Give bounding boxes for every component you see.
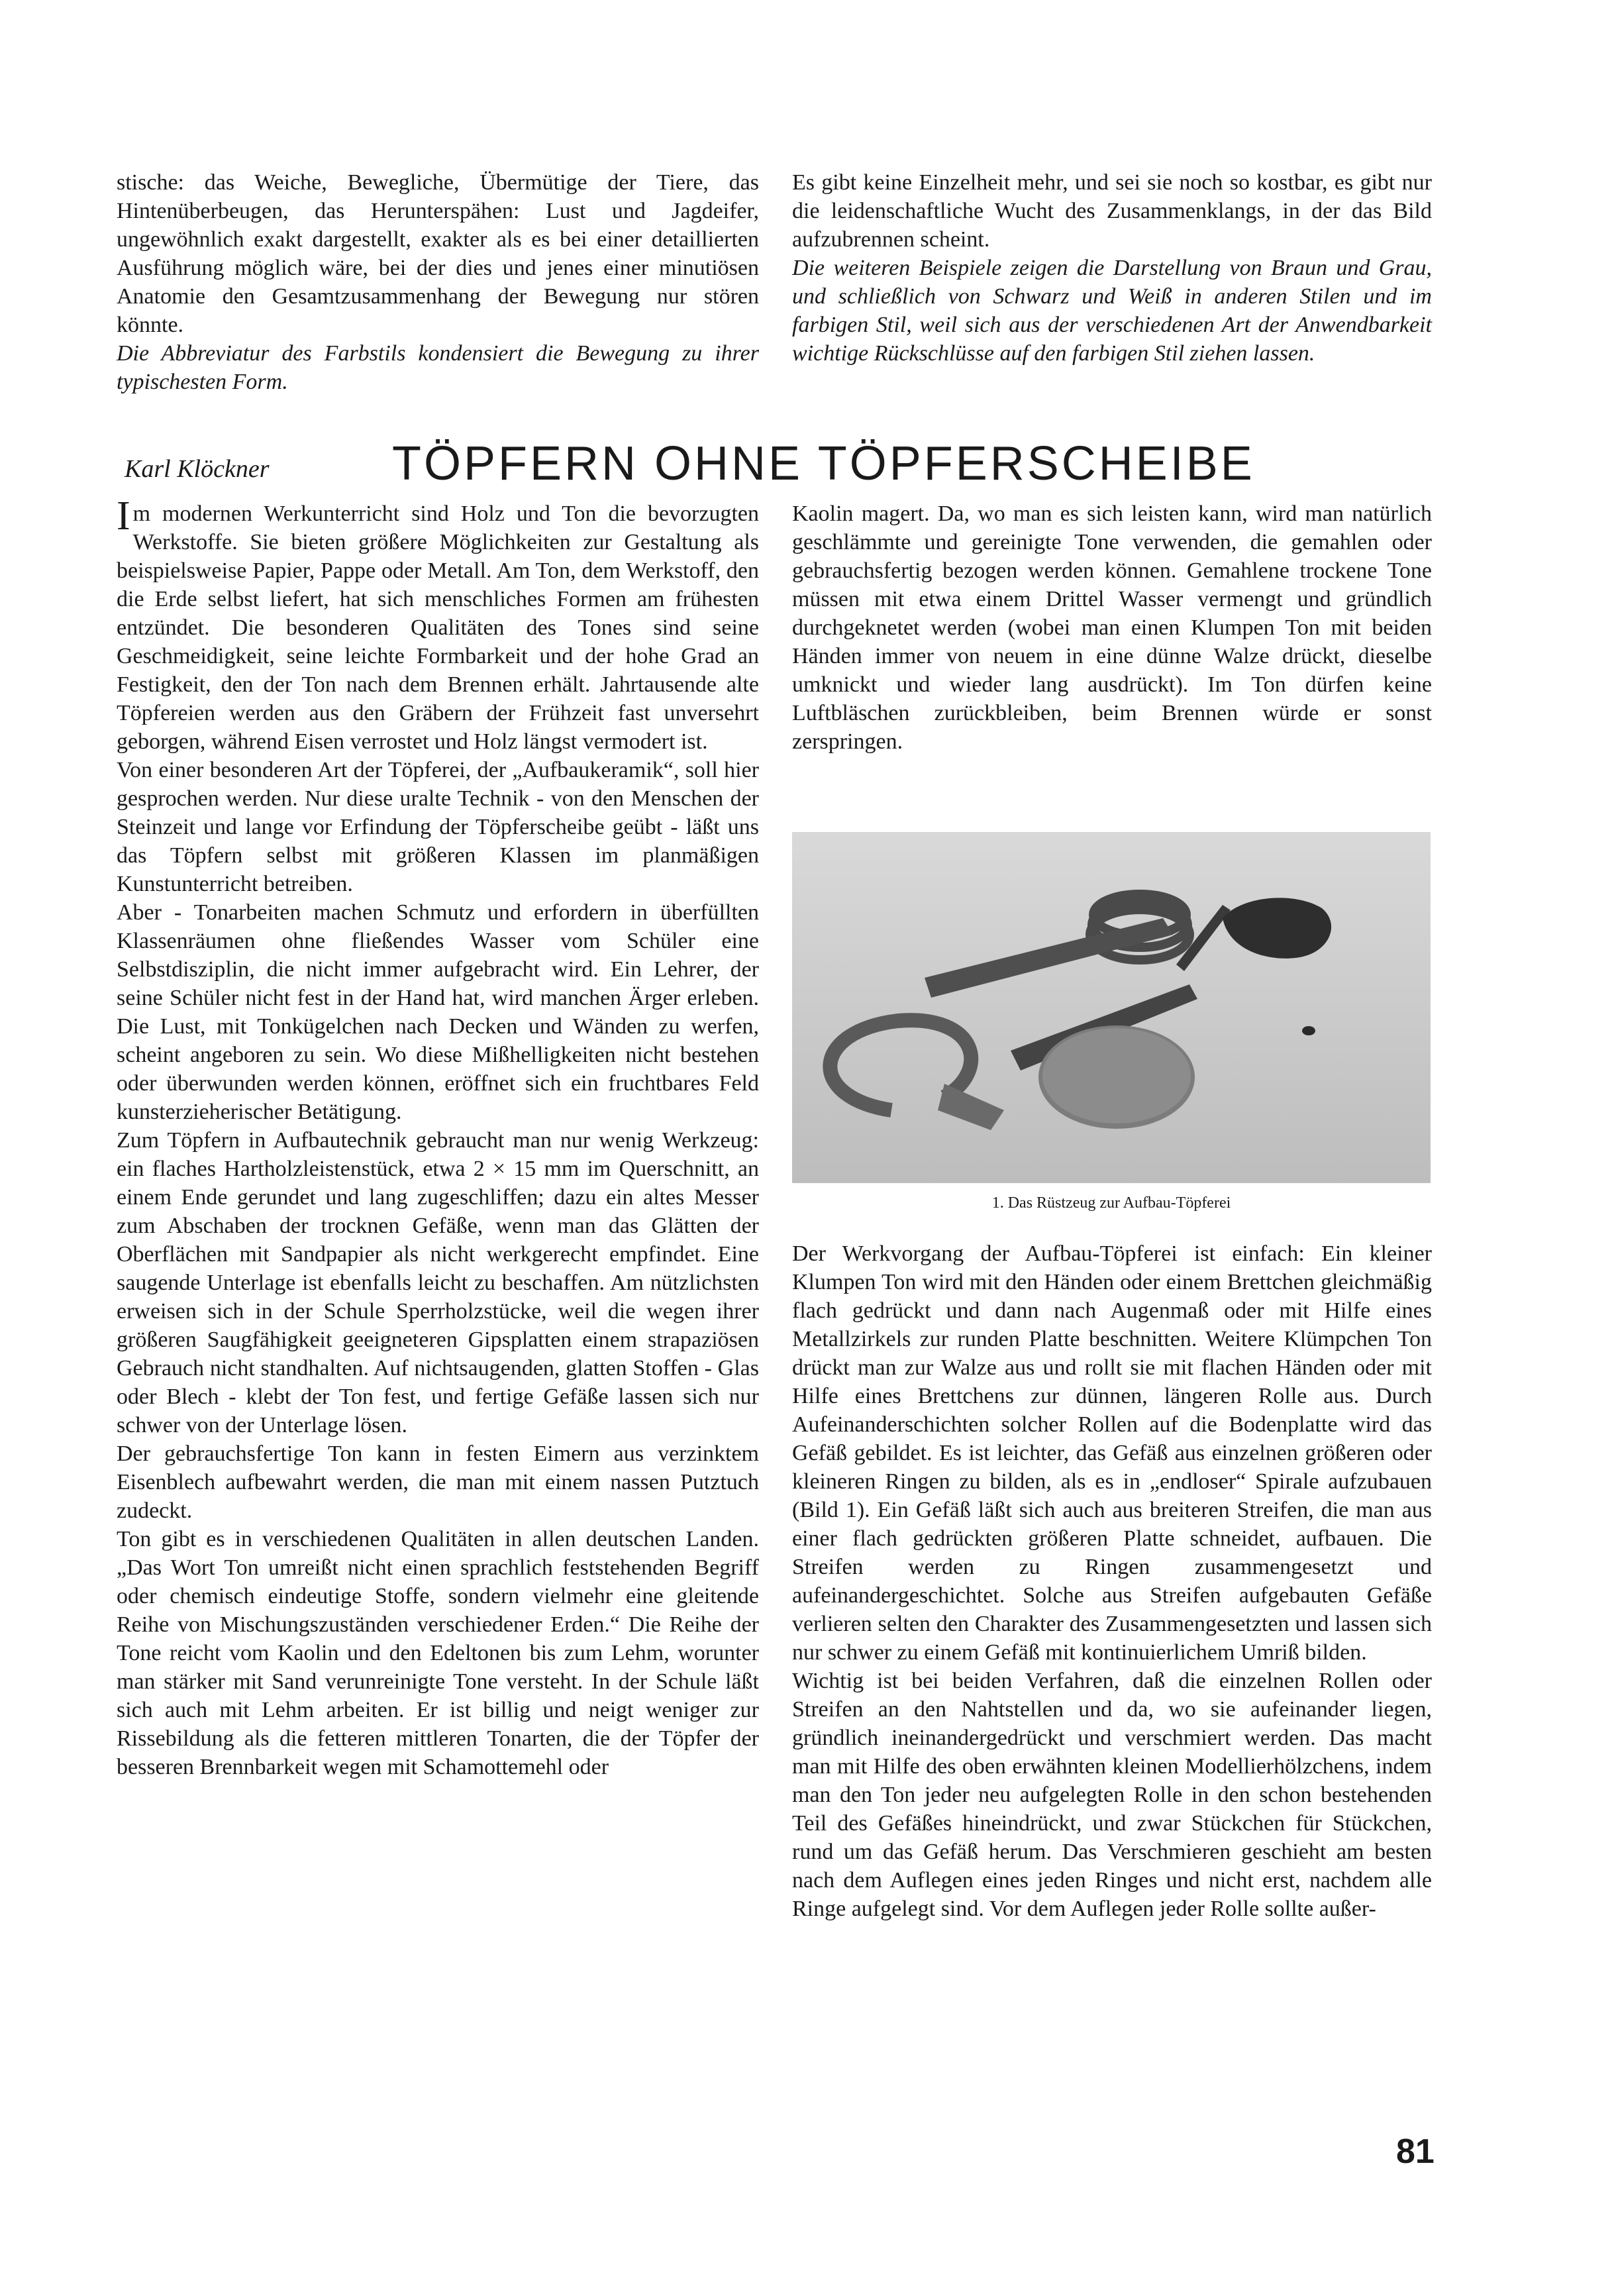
article-right-column-top — [792, 499, 1432, 756]
paragraph: Kaolin magert. Da, wo man es sich leisten kann, wird man natürlich geschlämmte und gereinigte Tone verwenden, die gemahlen oder gebrauchsfertig bezogen werden können. Gemahlene trockene Tone müssen mit etwa einem Drittel Wasser vermengt und gründlich durchgeknetet werden (wobei man einen Klumpen Ton mit beiden Händen immer von neuem in eine dünne Walze drückt, dieselbe umknickt und wieder lang ausdrückt). Im Ton dürfen keine Luftbläschen zurückbleiben, beim Brennen würde er sonst zerspringen. — [792, 501, 1432, 754]
paragraph: Zum Töpfern in Aufbautechnik gebraucht man nur wenig Werkzeug: ein flaches Hartholzleistenstück, etwa 2 × 15 mm im Querschnitt, an einem Ende gerundet und lang zugeschliffen; dazu ein altes Messer zum Abschaben der trocknen Gefäße, wenn man das Glätten der Oberflächen mit Sandpapier als nicht werkgerecht empfindet. Eine saugende Unterlage ist ebenfalls leicht zu beschaffen. Am nützlichsten erweisen sich in der Schule Sperrholzstücke, weil die wegen ihrer größeren Saugfähigkeit geeigneteren Gipsplatten einem strapaziösen Gebrauch nicht standhalten. Auf nichtsaugenden, glatten Stoffen - Glas oder Blech - klebt der Ton fest, und fertige Gefäße lassen sich nur schwer von der Unterlage lösen. — [117, 1128, 759, 1437]
article-right-column-bottom — [792, 1239, 1432, 1923]
article-left-column — [117, 494, 759, 1781]
paragraph: Der Werkvorgang der Aufbau-Töpferei ist einfach: Ein kleiner Klumpen Ton wird mit den Händen oder einem Brettchen gleichmäßig flach gedrückt und dann nach Augenmaß oder mit Hilfe eines Metallzirkels zur runden Platte beschnitten. Weitere Klümpchen Ton drückt man zur Walze aus und rollt sie mit flachen Händen oder mit Hilfe eines Brettchens zur dünnen, längeren Rolle aus. Durch Aufeinanderschichten solcher Rollen auf die Bodenplatte wird das Gefäß gebildet. Es ist leichter, das Gefäß aus einzelnen größeren oder kleineren Ringen zu bilden, als es in „endloser“ Spirale aufzubauen (Bild 1). Ein Gefäß läßt sich auch aus breiteren Streifen, die man aus einer flach gedrückten größeren Platte schneidet, aufbauen. Die Streifen werden zu Ringen zusammengesetzt und aufeinandergeschichtet. Solche aus Streifen aufgebauten Gefäße verlieren selten den Charakter des Zusammengesetzten und lassen sich nur schwer zu einem Gefäß mit kontinuierlichem Umriß bilden. — [792, 1241, 1432, 1665]
paragraph — [117, 494, 759, 756]
paragraph: stische: das Weiche, Bewegliche, Übermütige der Tiere, das Hintenüberbeugen, das Herunterspähen: Lust und Jagdeifer, ungewöhnlich exakt dargestellt, exakter als es bei einer detaillierten Ausführung möglich wäre, bei der dies und jenes einer minutiösen Anatomie den Gesamtzusammenhang der Bewegung nur stören könnte. — [117, 170, 759, 337]
top-right-column — [792, 168, 1432, 368]
paragraph: Aber - Tonarbeiten machen Schmutz und erfordern in überfüllten Klassenräumen ohne fließendes Wasser vom Schüler eine Selbstdisziplin, die nicht immer aufgebracht wird. Ein Lehrer, der seine Schüler nicht fest in der Hand hat, wird manchen Ärger erleben. Die Lust, mit Tonkügelchen nach Decken und Wänden zu werfen, scheint angeboren zu sein. Wo diese Mißhelligkeiten nicht bestehen oder überwunden werden können, eröffnet sich ein fruchtbares Feld kunsterzieherischer Betätigung. — [117, 900, 759, 1124]
paragraph-italic: Die weiteren Beispiele zeigen die Darstellung von Braun und Grau, und schließlich von Schwarz und Weiß in anderen Stilen und im farbigen Stil, weil sich aus der verschiedenen Art der Anwendbarkeit wichtige Rückschlüsse auf den farbigen Stil ziehen lassen. — [792, 256, 1432, 366]
paragraph: Der gebrauchsfertige Ton kann in festen Eimern aus verzinktem Eisenblech aufbewahrt werden, die man mit einem nassen Putztuch zudeckt. — [117, 1441, 759, 1523]
paragraph: Es gibt keine Einzelheit mehr, und sei sie noch so kostbar, es gibt nur die leidenschaftliche Wucht des Zusammenklangs, in der das Bild aufzubrennen scheint. — [792, 170, 1432, 252]
paragraph: Von einer besonderen Art der Töpferei, der „Aufbaukeramik“, soll hier gesprochen werden. Nur diese uralte Technik - von den Menschen der Steinzeit und lange vor Erfindung der Töpferscheibe geübt - läßt uns das Töpfern selbst mit größeren Klassen im planmäßigen Kunstunterricht betreiben. — [117, 758, 759, 896]
paragraph-italic: Die Abbreviatur des Farbstils kondensiert die Bewegung zu ihrer typischesten Form. — [117, 341, 759, 394]
paragraph: Ton gibt es in verschiedenen Qualitäten in allen deutschen Landen. „Das Wort Ton umreißt nicht einen sprachlich feststehenden Begriff oder chemisch eindeutige Stoffe, sondern vielmehr eine gleitende Reihe von Mischungszuständen verschiedener Erden.“ Die Reihe der Tone reicht vom Kaolin und den Edeltonen bis zum Lehm, worunter man stärker mit Sand verunreinigte Tone versteht. In der Schule läßt sich auch mit Lehm arbeiten. Er ist billig und neigt weniger zur Rissebildung als die fetteren mittleren Tonarten, die der Töpfer der besseren Brennbarkeit wegen mit Schamottemehl oder — [117, 1527, 759, 1779]
top-left-column — [117, 168, 759, 396]
page-number: 81 — [1396, 2132, 1435, 2171]
article-title: TÖPFERN OHNE TÖPFERSCHEIBE — [392, 437, 1255, 490]
paragraph: Wichtig ist bei beiden Verfahren, daß die einzelnen Rollen oder Streifen an den Nahtstellen und da, wo sie aufeinander liegen, gründlich ineinandergedrückt und verschmiert werden. Das macht man mit Hilfe des oben erwähnten kleinen Modellierhölzchens, indem man den Ton jeder neu aufgelegten Rolle in den schon bestehenden Teil des Gefäßes hineindrückt, und zwar Stückchen für Stückchen, rund um das Gefäß herum. Das Verschmieren geschieht am besten nach dem Auflegen eines jeden Ringes und nicht erst, nachdem alle Ringe aufgelegt sind. Vor dem Auflegen jeder Rolle sollte außer- — [792, 1669, 1432, 1921]
article-author: Karl Klöckner — [125, 455, 270, 483]
drop-cap: I — [117, 494, 130, 539]
figure-photo — [792, 832, 1431, 1183]
figure-caption: 1. Das Rüstzeug zur Aufbau-Töpferei — [991, 1194, 1231, 1212]
paragraph-text: m modernen Werkunterricht sind Holz und Ton die bevorzugten Werkstoffe. Sie bieten größere Möglichkeiten zur Gestaltung als beispielsweise Papier, Pappe oder Metall. Am Ton, dem Werkstoff, den die Erde selbst liefert, hat sich menschliches Formen am frühesten entzündet. Die besonderen Qualitäten des Tones sind seine Geschmeidigkeit, seine leichte Formbarkeit und der hohe Grad an Festigkeit, den der Ton nach dem Brennen erhält. Jahrtausende alte Töpfereien werden aus den Gräbern der Frühzeit fast unversehrt geborgen, während Eisen verrostet und Holz längst vermodert ist. — [117, 501, 759, 754]
